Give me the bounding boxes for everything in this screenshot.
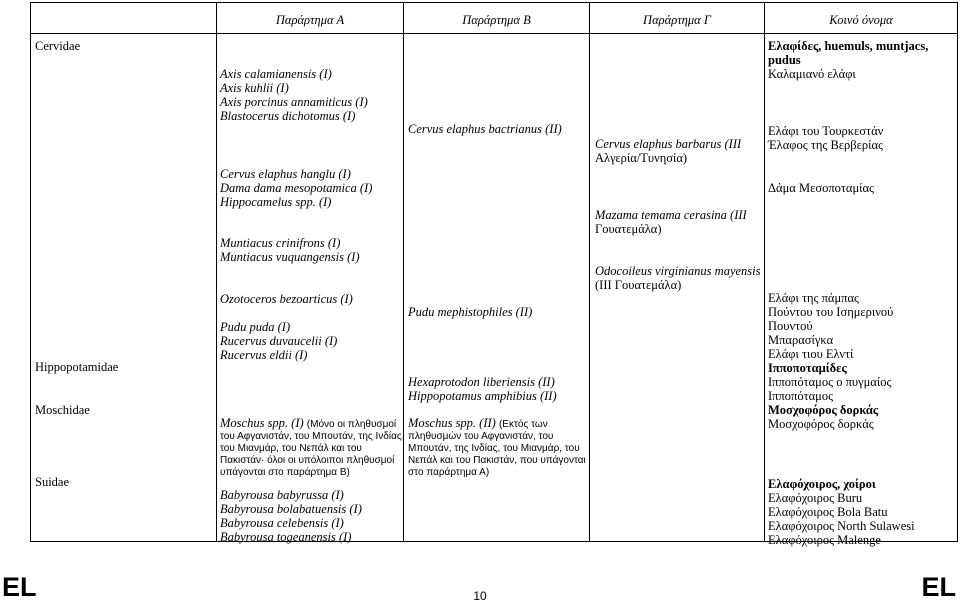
common-name: Ελάφι της πάμπας: [768, 291, 859, 305]
species-entry: Hippopotamus amphibius (II): [408, 389, 557, 403]
species-note: Νεπάλ και του Πακιστάν, που υπάγονται: [408, 455, 586, 466]
appendix-a-group-babyrousa: [220, 488, 362, 544]
common-name: Μοσχοφόρος δορκάς: [768, 417, 874, 431]
species-entry: Muntiacus crinifrons (I): [220, 236, 341, 250]
common-name-heading: pudus: [768, 53, 801, 67]
page-number: 10: [473, 589, 487, 603]
species-entry: Babyrousa bolabatuensis (I): [220, 502, 362, 516]
species-note: στο παράρτημα Α): [408, 467, 490, 478]
species-note: του Μιανμάρ, του Νεπάλ και του: [220, 443, 362, 454]
common-name-heading: Μοσχοφόρος δορκάς: [768, 403, 879, 417]
species-entry: Axis kuhlii (I): [220, 81, 289, 95]
header-appendix-c: Παράρτημα Γ: [643, 13, 711, 27]
species-country: Αλγερία/Τυνησία): [595, 151, 688, 165]
species-entry: Babyrousa celebensis (I): [220, 516, 344, 530]
common-name: Ελάφι τιου Ελντί: [768, 347, 854, 361]
species-entry: Hippocamelus spp. (I): [220, 195, 332, 209]
species-entry: Hexaprotodon liberiensis (II): [408, 375, 555, 389]
appendix-c-entry: [595, 137, 741, 165]
column-divider: [764, 3, 765, 541]
common-name-group: [768, 291, 893, 431]
family-moschidae: Moschidae: [35, 403, 90, 417]
species-entry: Babyrousa babyrussa (I): [220, 488, 344, 502]
common-name: Ελαφόχοιρος Buru: [768, 491, 863, 505]
species-note: (Μόνο οι πληθυσμοί: [306, 419, 397, 430]
species-entry: Ozotoceros bezoarticus (I): [220, 292, 353, 306]
appendix-c-entry: [595, 264, 761, 292]
species-entry: Cervus elaphus hanglu (I): [220, 167, 351, 181]
header-appendix-a: Παράρτημα Α: [275, 13, 345, 27]
appendix-a-moschus: [220, 416, 406, 479]
common-name: Ελαφόχοιρος Malenge: [768, 533, 881, 547]
common-name-heading: Ιπποποταμίδες: [768, 361, 847, 375]
common-name: Μπαρασίγκα: [768, 333, 834, 347]
appendix-b-group-hippo: [408, 375, 557, 403]
species-note: πληθυσμών του Αφγανιστάν, του: [408, 431, 554, 442]
family-suidae: Suidae: [35, 475, 70, 489]
species-entry: Dama dama mesopotamica (I): [220, 181, 373, 195]
species-entry: Moschus spp. (II): [408, 416, 496, 430]
common-name: Δάμα Μεσοποταμίας: [768, 181, 875, 195]
appendix-a-group-ozotoceros: [220, 292, 353, 306]
common-name-cervidae-head: [768, 39, 928, 81]
species-entry: Cervus elaphus bactrianus (II): [408, 122, 562, 136]
common-name: Ελαφόχοιρος North Sulawesi: [768, 519, 915, 533]
common-name: Ιπποπόταμος: [768, 389, 834, 403]
appendix-b-moschus: [408, 416, 590, 479]
family-hippopotamidae: Hippopotamidae: [35, 360, 119, 374]
species-country: (III Γουατεμάλα): [595, 278, 682, 292]
header-appendix-b: Παράρτημα Β: [462, 13, 531, 27]
species-entry: Moschus spp. (I): [220, 416, 304, 430]
species-entry: Axis calamianensis (I): [220, 67, 332, 81]
common-name: Ελάφι του Τουρκεστάν: [768, 124, 884, 138]
species-entry: Muntiacus vuquangensis (I): [220, 250, 360, 264]
species-country: Γουατεμάλα): [595, 222, 662, 236]
species-entry: Rucervus duvaucelii (I): [220, 334, 338, 348]
appendix-a-group-muntiacus: [220, 236, 360, 264]
common-name-group: [768, 477, 915, 547]
species-note: (Εκτός των: [498, 419, 548, 430]
appendix-c-entry: [595, 208, 747, 236]
species-entry: Cervus elaphus barbarus (III: [595, 137, 742, 151]
language-code-left: EL: [2, 572, 37, 602]
species-entry: Pudu puda (I): [220, 320, 291, 334]
common-name: Έλαφος της Βερβερίας: [768, 138, 883, 152]
common-name: Πουντού: [768, 319, 813, 333]
common-name: Ελαφόχοιρος Bola Batu: [768, 505, 888, 519]
species-entry: Mazama temama cerasina (III: [595, 208, 747, 222]
species-entry: Odocoileus virginianus mayensis: [595, 264, 761, 278]
common-name-heading: Ελαφίδες, huemuls, muntjacs,: [768, 39, 929, 53]
species-entry: Babyrousa togeanensis (I): [220, 530, 352, 544]
appendix-a-group-pudu: [220, 320, 337, 362]
species-note: υπάγονται στο παράρτημα Β): [220, 467, 350, 478]
family-cervidae: Cervidae: [35, 39, 81, 53]
species-note: του Αφγανιστάν, του Μπουτάν, της Ινδίας,: [220, 431, 405, 442]
common-name-heading: Ελαφόχοιρος, χοίροι: [768, 477, 876, 491]
common-name: Καλαμιανό ελάφι: [768, 67, 856, 81]
column-divider: [216, 3, 217, 541]
common-name-group: [768, 124, 883, 152]
common-name: Πούντου του Ισημερινού: [768, 305, 894, 319]
header-divider: [31, 33, 957, 34]
species-note: Πακιστάν· όλοι οι υπόλοιποι πληθυσμοί: [220, 455, 395, 466]
species-entry: Pudu mephistophiles (II): [408, 305, 533, 319]
appendix-a-group-cervus: [220, 167, 372, 209]
species-entry: Rucervus eldii (I): [220, 348, 308, 362]
species-note: Μπουτάν, της Ινδίας, του Μιανμάρ, του: [408, 443, 580, 454]
common-name: Ιπποπόταμος ο πυγμαίος: [768, 375, 892, 389]
language-code-right: EL: [921, 572, 956, 602]
species-entry: Axis porcinus annamiticus (I): [220, 95, 368, 109]
species-table: [30, 2, 958, 547]
appendix-a-group-axis: [220, 67, 368, 123]
species-entry: Blastocerus dichotomus (I): [220, 109, 356, 123]
header-common-name: Κοινό όνομα: [829, 13, 893, 27]
